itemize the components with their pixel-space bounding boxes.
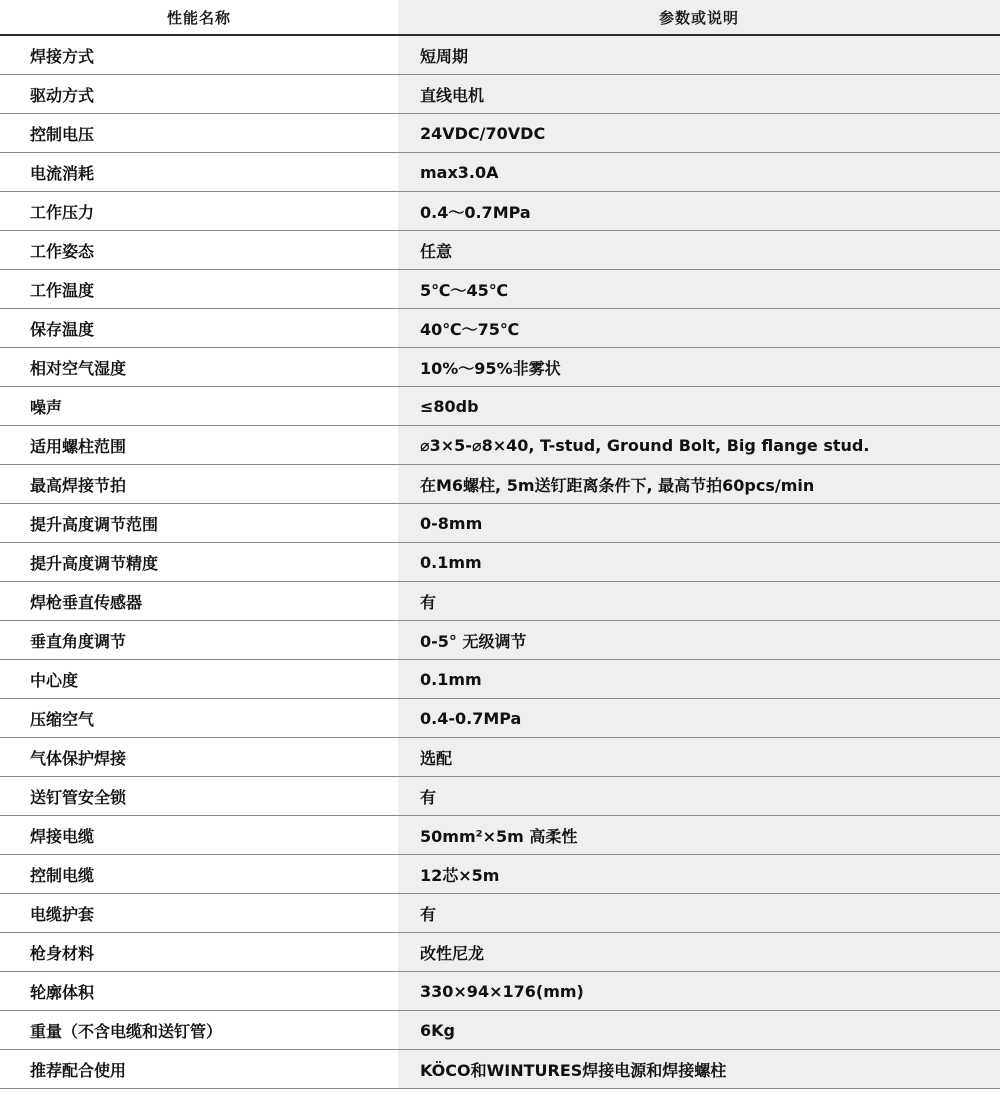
spec-value-cell: 选配 <box>398 738 1000 777</box>
spec-name-cell: 重量（不含电缆和送钉管） <box>0 1011 398 1050</box>
spec-name-cell: 工作温度 <box>0 270 398 309</box>
spec-name-cell: 工作姿态 <box>0 231 398 270</box>
spec-name-cell: 焊枪垂直传感器 <box>0 582 398 621</box>
table-row <box>0 75 1000 114</box>
table-row <box>0 348 1000 387</box>
table-row <box>0 660 1000 699</box>
spec-value-cell: 10%～95%非雾状 <box>398 348 1000 387</box>
table-row <box>0 1011 1000 1050</box>
spec-name-cell: 气体保护焊接 <box>0 738 398 777</box>
table-row <box>0 777 1000 816</box>
spec-name-cell: 垂直角度调节 <box>0 621 398 660</box>
spec-value-cell: 330×94×176(mm) <box>398 972 1000 1011</box>
table-row <box>0 582 1000 621</box>
spec-name-cell: 适用螺柱范围 <box>0 426 398 465</box>
table-row <box>0 894 1000 933</box>
spec-value-cell: 有 <box>398 894 1000 933</box>
spec-value-cell: 有 <box>398 582 1000 621</box>
spec-name-cell: 焊接电缆 <box>0 816 398 855</box>
spec-name-cell: 保存温度 <box>0 309 398 348</box>
spec-value-cell: 0.1mm <box>398 543 1000 582</box>
spec-value-cell: KÖCO和WINTURES焊接电源和焊接螺柱 <box>398 1050 1000 1089</box>
header-row <box>0 0 1000 35</box>
table-body <box>0 35 1000 1089</box>
spec-value-cell: 0.4-0.7MPa <box>398 699 1000 738</box>
spec-value-cell: 0.1mm <box>398 660 1000 699</box>
spec-value-cell: 0.4～0.7MPa <box>398 192 1000 231</box>
spec-value-cell: 50mm²×5m 高柔性 <box>398 816 1000 855</box>
table-row <box>0 972 1000 1011</box>
spec-name-cell: 轮廓体积 <box>0 972 398 1011</box>
header-performance-name: 性能名称 <box>0 0 398 35</box>
spec-value-cell: max3.0A <box>398 153 1000 192</box>
table-row <box>0 738 1000 777</box>
table-row <box>0 621 1000 660</box>
spec-name-cell: 推荐配合使用 <box>0 1050 398 1089</box>
spec-name-cell: 提升高度调节范围 <box>0 504 398 543</box>
spec-value-cell: ⌀3×5-⌀8×40, T-stud, Ground Bolt, Big flange stud. <box>398 426 1000 465</box>
spec-name-cell: 送钉管安全锁 <box>0 777 398 816</box>
header-parameter-description: 参数或说明 <box>398 0 1000 35</box>
table-row <box>0 426 1000 465</box>
spec-value-cell: ≤80db <box>398 387 1000 426</box>
spec-name-cell: 中心度 <box>0 660 398 699</box>
spec-name-cell: 电缆护套 <box>0 894 398 933</box>
spec-value-cell: 直线电机 <box>398 75 1000 114</box>
spec-value-cell: 0-8mm <box>398 504 1000 543</box>
spec-name-cell: 枪身材料 <box>0 933 398 972</box>
table-row <box>0 816 1000 855</box>
spec-value-cell: 0-5° 无级调节 <box>398 621 1000 660</box>
table-row <box>0 465 1000 504</box>
spec-name-cell: 相对空气湿度 <box>0 348 398 387</box>
spec-name-cell: 最高焊接节拍 <box>0 465 398 504</box>
spec-name-cell: 驱动方式 <box>0 75 398 114</box>
table-row <box>0 855 1000 894</box>
spec-value-cell: 改性尼龙 <box>398 933 1000 972</box>
spec-name-cell: 工作压力 <box>0 192 398 231</box>
table-row <box>0 192 1000 231</box>
table-row <box>0 1050 1000 1089</box>
table-row <box>0 933 1000 972</box>
table-row <box>0 504 1000 543</box>
table-row <box>0 543 1000 582</box>
table-header <box>0 0 1000 35</box>
spec-value-cell: 5℃～45℃ <box>398 270 1000 309</box>
spec-value-cell: 在M6螺柱, 5m送钉距离条件下, 最高节拍60pcs/min <box>398 465 1000 504</box>
table-row <box>0 270 1000 309</box>
spec-name-cell: 焊接方式 <box>0 35 398 75</box>
spec-value-cell: 任意 <box>398 231 1000 270</box>
spec-value-cell: 短周期 <box>398 35 1000 75</box>
table-row <box>0 387 1000 426</box>
spec-value-cell: 24VDC/70VDC <box>398 114 1000 153</box>
table-row <box>0 114 1000 153</box>
spec-value-cell: 40℃～75℃ <box>398 309 1000 348</box>
spec-name-cell: 控制电缆 <box>0 855 398 894</box>
spec-name-cell: 噪声 <box>0 387 398 426</box>
spec-name-cell: 提升高度调节精度 <box>0 543 398 582</box>
spec-name-cell: 电流消耗 <box>0 153 398 192</box>
table-row <box>0 231 1000 270</box>
spec-value-cell: 有 <box>398 777 1000 816</box>
table-row <box>0 153 1000 192</box>
table-row <box>0 699 1000 738</box>
table-row <box>0 35 1000 75</box>
spec-name-cell: 控制电压 <box>0 114 398 153</box>
spec-name-cell: 压缩空气 <box>0 699 398 738</box>
spec-value-cell: 6Kg <box>398 1011 1000 1050</box>
spec-value-cell: 12芯×5m <box>398 855 1000 894</box>
table-row <box>0 309 1000 348</box>
